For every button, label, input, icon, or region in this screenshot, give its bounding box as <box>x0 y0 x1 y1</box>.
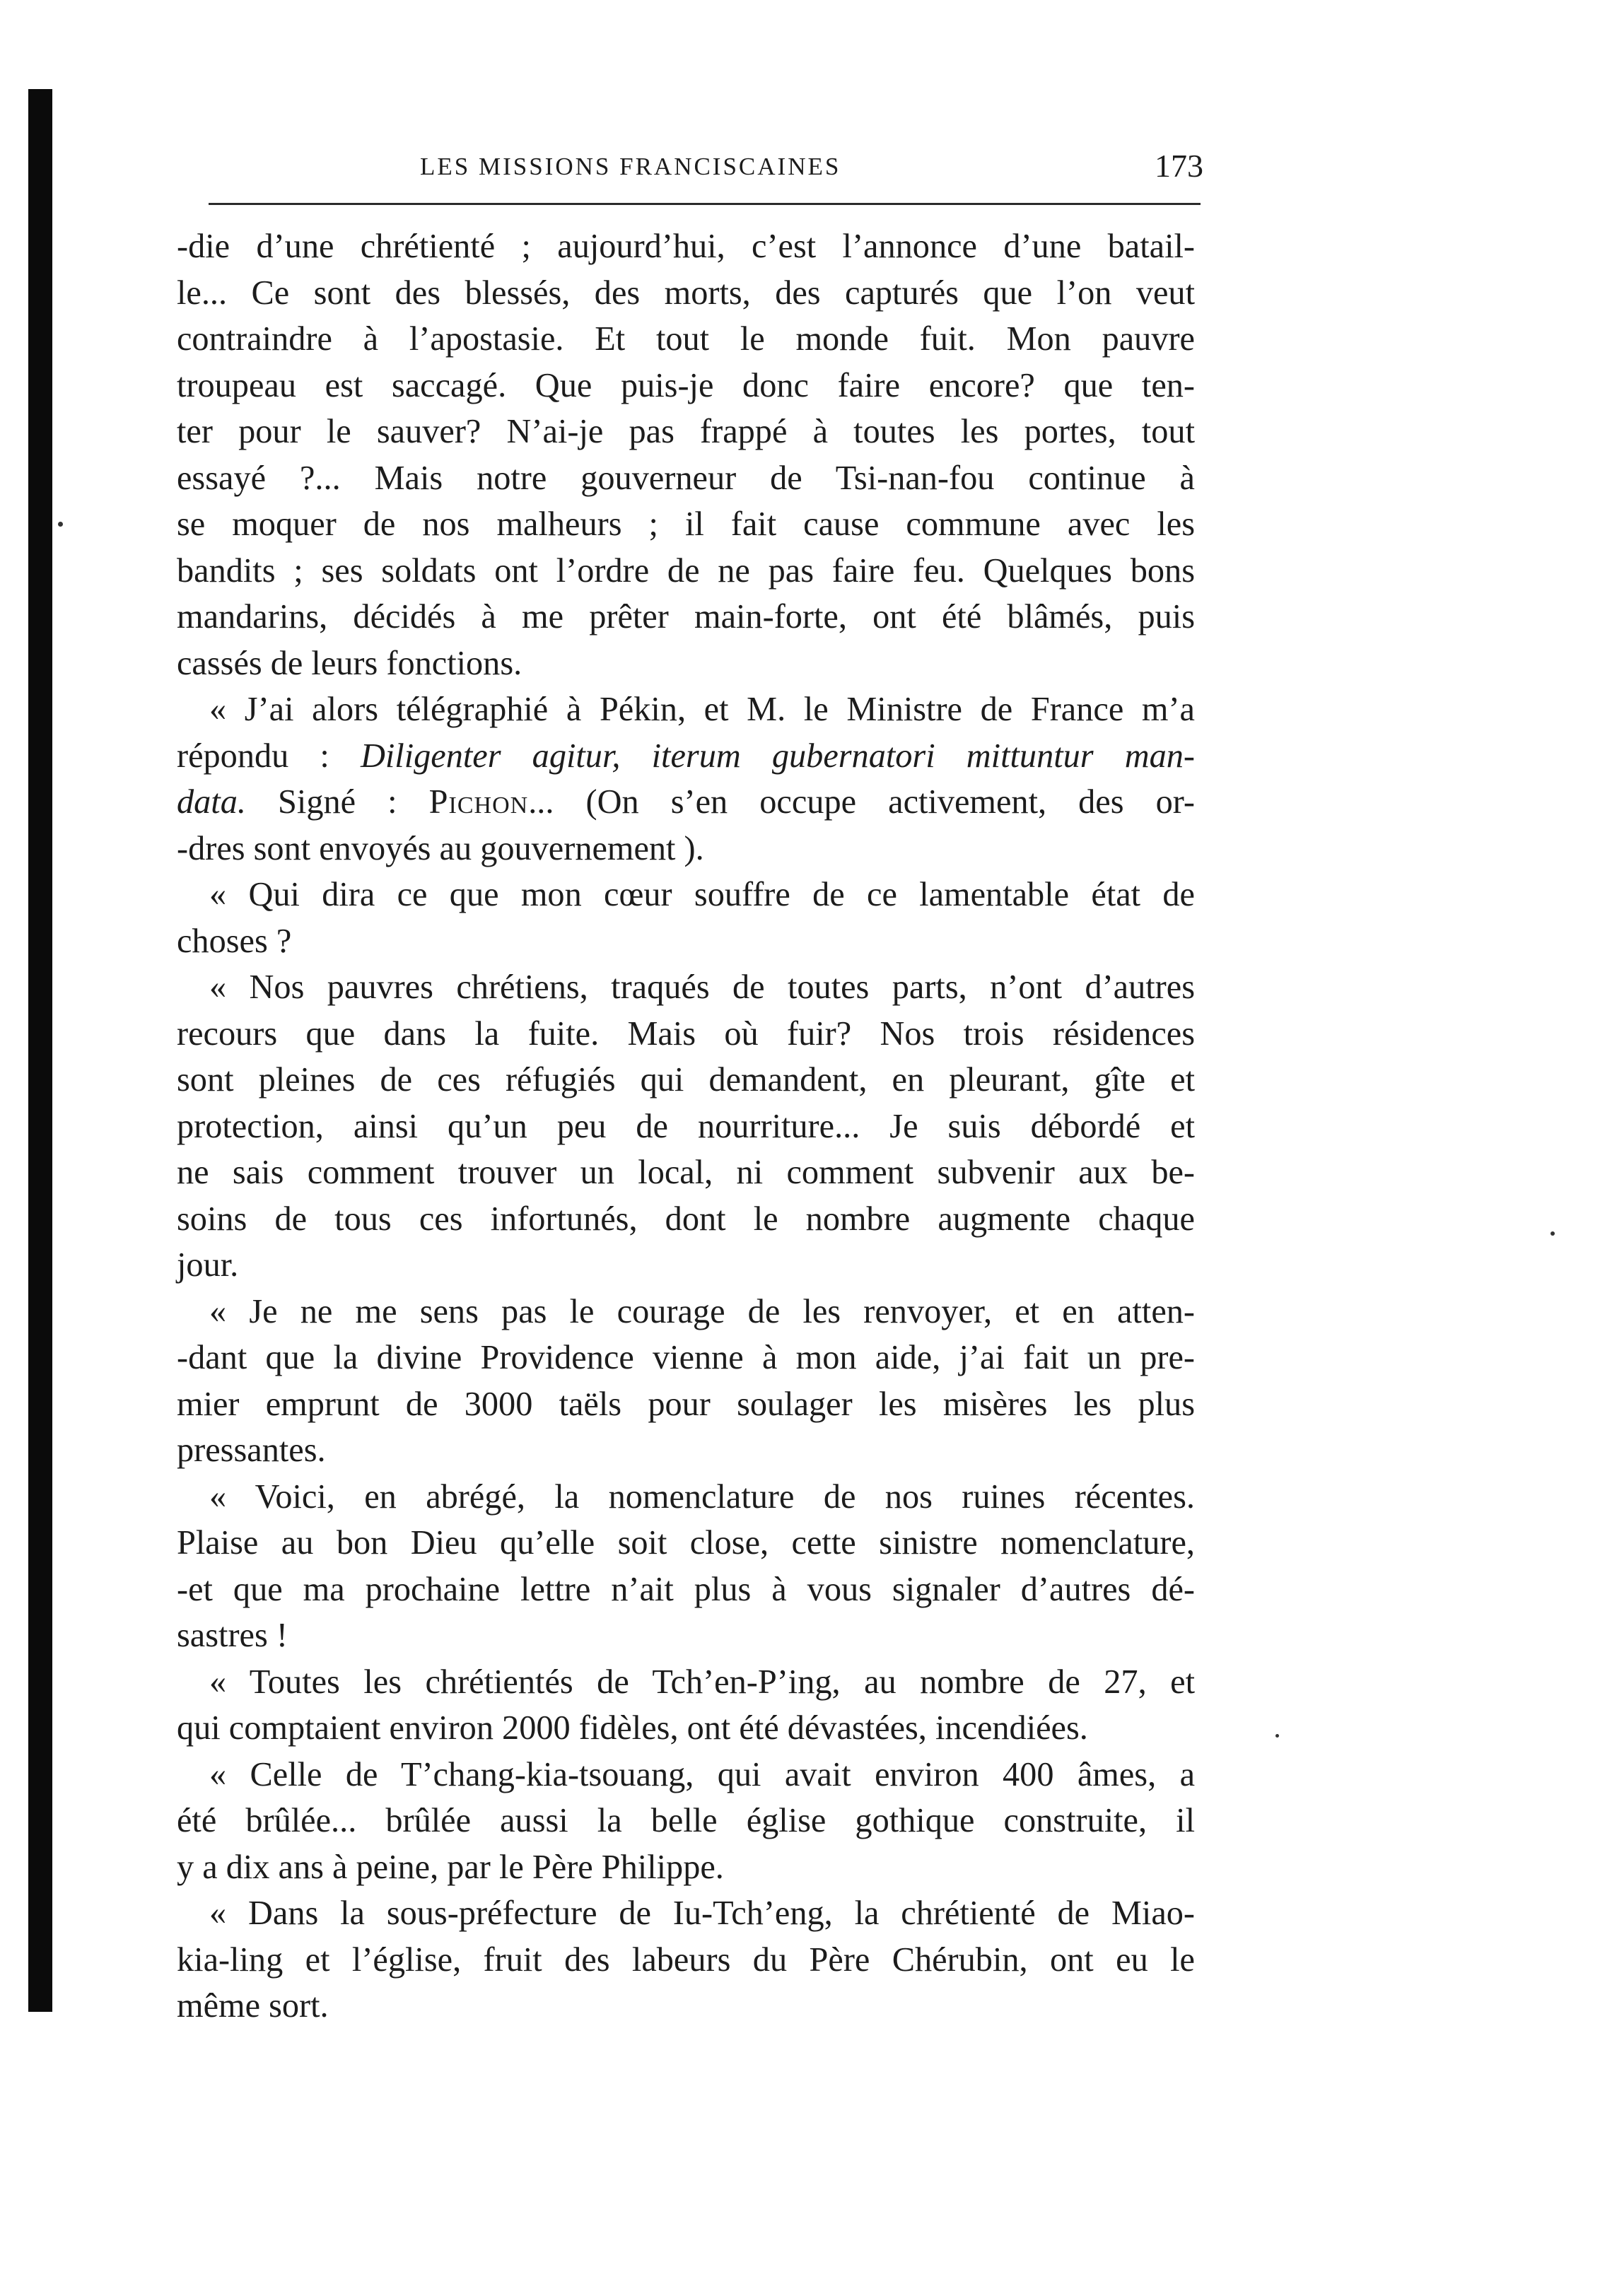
text-line <box>177 409 1195 455</box>
text-segment: -dres sont envoyés au gouvernement ). <box>177 829 704 867</box>
text-segment: protection, ainsi qu’un peu de nourriture... Je suis débordé et <box>177 1107 1195 1145</box>
text-segment: été brûlée... brûlée aussi la belle église gothique construite, il <box>177 1802 1195 1839</box>
text-segment: troupeau est saccagé. Que puis-je donc faire encore? que ten- <box>177 366 1195 404</box>
text-segment: se moquer de nos malheurs ; il fait cause commune avec les <box>177 505 1195 543</box>
text-segment: le... Ce sont des blessés, des morts, des capturés que l’on veut <box>177 274 1195 312</box>
text-segment: « Nos pauvres chrétiens, traqués de toutes parts, n’ont d’autres <box>209 968 1195 1006</box>
text-line <box>177 1844 1195 1891</box>
text-line <box>177 1659 1195 1706</box>
text-line <box>177 1520 1195 1566</box>
text-line <box>177 1242 1195 1289</box>
text-segment: -et que ma prochaine lettre n’ait plus à vous signaler d’autres dé- <box>177 1570 1195 1608</box>
text-line <box>177 1798 1195 1844</box>
text-line <box>177 501 1195 548</box>
header-rule <box>209 203 1201 205</box>
text-segment: essayé ?... Mais notre gouverneur de Tsi-nan-fou continue à <box>177 459 1195 497</box>
text-segment: jour. <box>177 1246 239 1284</box>
text-line <box>177 223 1195 270</box>
text-line <box>177 1011 1195 1058</box>
text-line <box>177 1381 1195 1428</box>
text-segment: mier emprunt de 3000 taëls pour soulager les misères les plus <box>177 1385 1195 1423</box>
text-line <box>177 964 1195 1011</box>
text-segment: contraindre à l’apostasie. Et tout le monde fuit. Mon pauvre <box>177 320 1195 358</box>
text-line <box>177 918 1195 965</box>
text-segment: kia-ling et l’église, fruit des labeurs du Père Chérubin, ont eu le <box>177 1940 1195 1979</box>
text-segment: mandarins, décidés à me prêter main-forte, ont été blâmés, puis <box>177 598 1195 636</box>
text-segment: choses ? <box>177 922 292 960</box>
text-line <box>177 1890 1195 1937</box>
text-line <box>177 363 1195 409</box>
signatory-name: Pichon <box>428 783 529 821</box>
text-segment: pressantes. <box>177 1431 326 1469</box>
text-segment: bandits ; ses soldats ont l’ordre de ne pas faire feu. Quelques bons <box>177 551 1195 590</box>
text-line <box>177 686 1195 733</box>
text-line <box>177 270 1195 317</box>
text-segment: ter pour le sauver? N’ai-je pas frappé à toutes les portes, tout <box>177 413 1195 450</box>
text-segment: qui comptaient environ 2000 fidèles, ont été dévastées, incendiées. <box>177 1709 1088 1747</box>
page-header <box>199 140 1203 182</box>
text-segment: ... (On s’en occupe activement, des or- <box>528 783 1195 821</box>
text-segment: ne sais comment trouver un local, ni comment subvenir aux be- <box>177 1154 1195 1191</box>
text-line <box>177 455 1195 502</box>
text-line <box>177 594 1195 640</box>
scan-binding-shadow <box>28 89 52 2012</box>
text-segment: « Voici, en abrégé, la nomenclature de nos ruines récentes. <box>209 1477 1195 1516</box>
text-segment: sont pleines de ces réfugiés qui demandent, en pleurant, gîte et <box>177 1061 1195 1099</box>
text-line <box>177 779 1195 826</box>
text-segment: recours que dans la fuite. Mais où fuir? Nos trois résidences <box>177 1014 1195 1053</box>
text-segment: répondu : <box>177 737 329 775</box>
text-line <box>177 1335 1195 1381</box>
text-segment: y a dix ans à peine, par le Père Philippe. <box>177 1848 724 1886</box>
text-segment: « J’ai alors télégraphié à Pékin, et M. le Ministre de France m’a <box>209 691 1195 728</box>
text-line <box>177 1752 1195 1798</box>
text-segment: -die d’une chrétienté ; aujourd’hui, c’est l’annonce d’une batail- <box>177 228 1195 265</box>
scan-speck <box>58 522 63 527</box>
text-line <box>177 1983 1195 2030</box>
text-line <box>177 733 1195 780</box>
latin-quotation: Diligenter agitur, iterum gubernatori mittuntur man- <box>361 737 1195 775</box>
text-line <box>177 1937 1195 1984</box>
text-segment: « Toutes les chrétientés de Tch’en-P’ing, au nombre de 27, et <box>209 1663 1195 1701</box>
text-line <box>177 1289 1195 1335</box>
text-line <box>177 1057 1195 1103</box>
text-segment: soins de tous ces infortunés, dont le nombre augmente chaque <box>177 1200 1195 1238</box>
text-line <box>177 1566 1195 1613</box>
text-line <box>177 1474 1195 1521</box>
scan-speck <box>1275 1734 1279 1738</box>
text-segment: même sort. <box>177 1987 329 2025</box>
text-segment: « Qui dira ce que mon cœur souffre de ce lamentable état de <box>209 876 1195 913</box>
text-line <box>177 1427 1195 1474</box>
scan-speck <box>1551 1231 1555 1236</box>
text-line <box>177 1149 1195 1196</box>
running-title: LES MISSIONS FRANCISCAINES <box>420 153 841 180</box>
text-segment: « Dans la sous-préfecture de Iu-Tch’eng, la chrétienté de Miao- <box>209 1894 1195 1932</box>
latin-quotation: data. <box>177 783 246 821</box>
text-segment: Plaise au bon Dieu qu’elle soit close, cette sinistre nomenclature, <box>177 1524 1195 1562</box>
text-line <box>177 1612 1195 1659</box>
text-line <box>177 316 1195 363</box>
text-line <box>177 1705 1195 1752</box>
text-line <box>177 548 1195 594</box>
text-line <box>177 1196 1195 1243</box>
text-line <box>177 826 1195 872</box>
page-number: 173 <box>1155 148 1203 184</box>
text-line <box>177 872 1195 918</box>
text-segment: « Celle de T’chang-kia-tsouang, qui avait environ 400 âmes, a <box>209 1755 1195 1793</box>
text-segment: cassés de leurs fonctions. <box>177 644 522 682</box>
text-segment: -dant que la divine Providence vienne à mon aide, j’ai fait un pre- <box>177 1339 1195 1376</box>
body-text <box>177 223 1195 2030</box>
text-line <box>177 640 1195 687</box>
text-line <box>177 1103 1195 1150</box>
text-segment: « Je ne me sens pas le courage de les renvoyer, et en atten- <box>209 1292 1195 1330</box>
text-segment: sastres ! <box>177 1617 288 1654</box>
text-segment: Signé : <box>278 783 397 821</box>
